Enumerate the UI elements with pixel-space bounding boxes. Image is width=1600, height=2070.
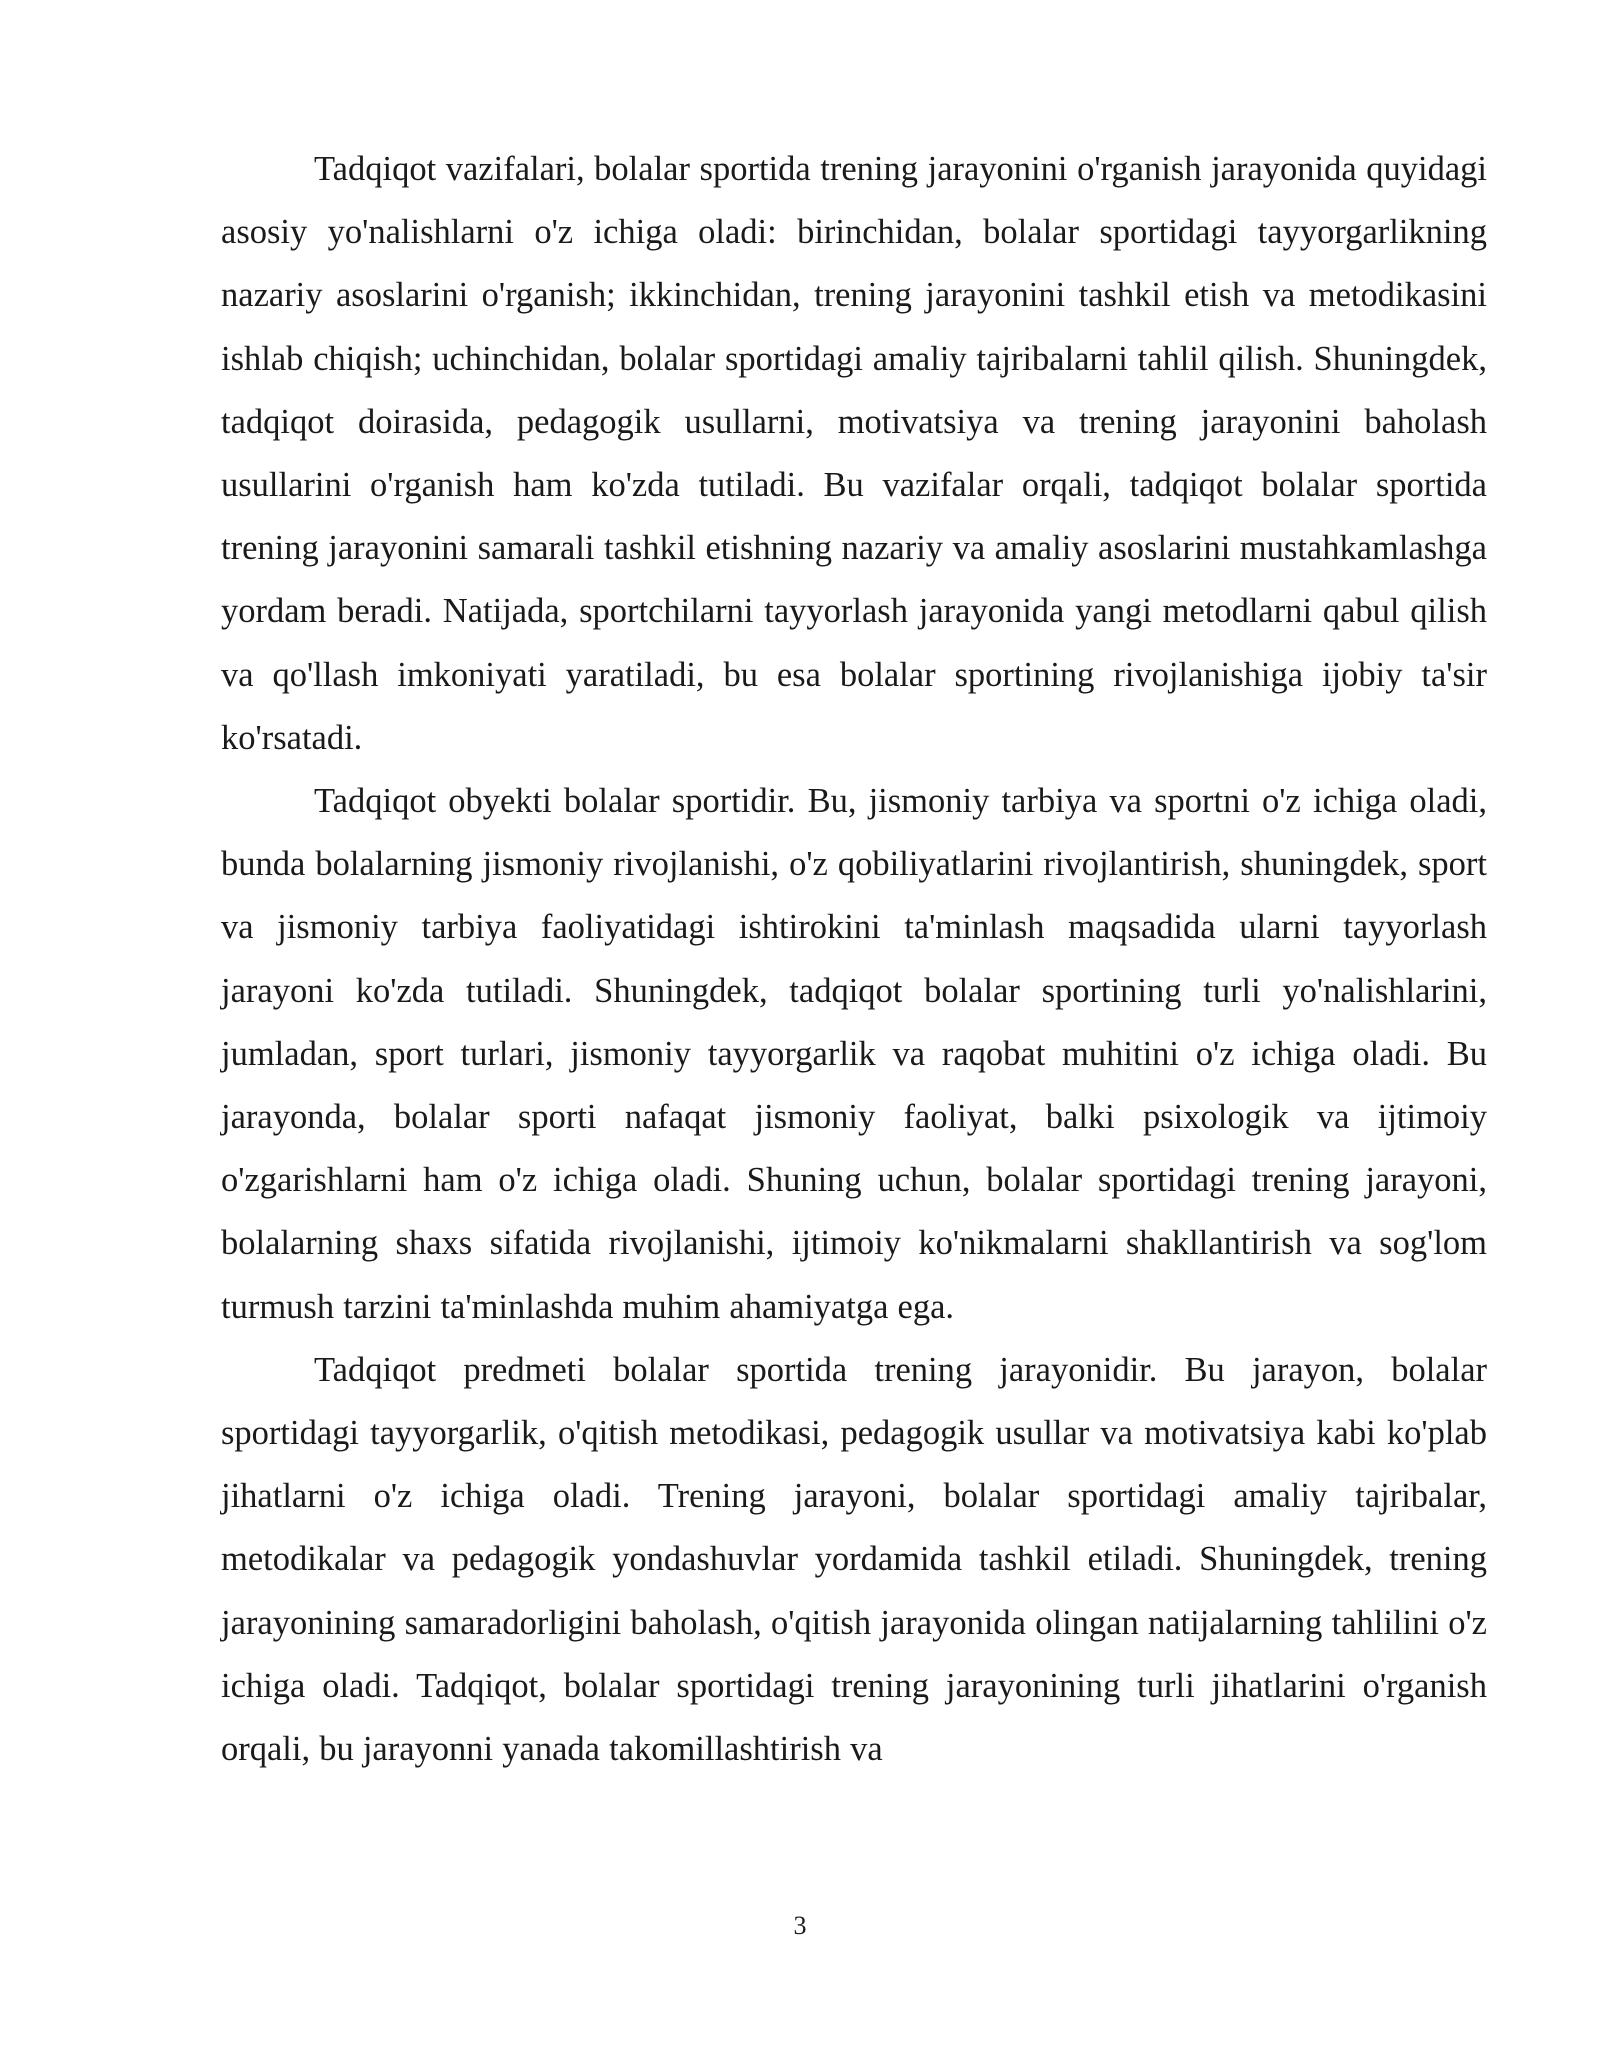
body-text (221, 138, 1487, 1781)
paragraph-research-subject: Tadqiqot predmeti bolalar sportida trening jarayonidir. Bu jarayon, bolalar sportidagi tayyorgarlik, o'qitish metodikasi, pedagogik usullar va motivatsiya kabi ko'plab jihatlarni o'z ichiga oladi. Trening jarayoni, bolalar sportidagi amaliy tajribalar, metodikalar va pedagogik yondashuvlar yordamida tashkil etiladi. Shuningdek, trening jarayonining samaradorligini baholash, o'qitish jarayonida olingan natijalarning tahlilini o'z ichiga oladi. Tadqiqot, bolalar sportidagi trening jarayonining turli jihatlarini o'rganish orqali, bu jarayonni yanada takomillashtirish va (221, 1350, 1487, 1769)
page-number: 3 (793, 1911, 807, 1940)
paragraph-research-object: Tadqiqot obyekti bolalar sportidir. Bu, jismoniy tarbiya va sportni o'z ichiga oladi, bunda bolalarning jismoniy rivojlanishi, o'z qobiliyatlarini rivojlantirish, shuningdek, sport va jismoniy tarbiya faoliyatidagi ishtirokini ta'minlash maqsadida ularni tayyorlash jarayoni ko'zda tutiladi. Shuningdek, tadqiqot bolalar sportining turli yo'nalishlarini, jumladan, sport turlari, jismoniy tayyorgarlik va raqobat muhitini o'z ichiga oladi. Bu jarayonda, bolalar sporti nafaqat jismoniy faoliyat, balki psixologik va ijtimoiy o'zgarishlarni ham o'z ichiga oladi. Shuning uchun, bolalar sportidagi trening jarayoni, bolalarning shaxs sifatida rivojlanishi, ijtimoiy ko'nikmalarni shakllantirish va sog'lom turmush tarzini ta'minlashda muhim ahamiyatga ega. (221, 782, 1487, 1326)
paragraph-research-tasks: Tadqiqot vazifalari, bolalar sportida trening jarayonini o'rganish jarayonida quyidagi asosiy yo'nalishlarni o'z ichiga oladi: birinchidan, bolalar sportidagi tayyorgarlikning nazariy asoslarini o'rganish; ikkinchidan, trening jarayonini tashkil etish va metodikasini ishlab chiqish; uchinchidan, bolalar sportidagi amaliy tajribalarni tahlil qilish. Shuningdek, tadqiqot doirasida, pedagogik usullarni, motivatsiya va trening jarayonini baholash usullarini o'rganish ham ko'zda tutiladi. Bu vazifalar orqali, tadqiqot bolalar sportida trening jarayonini samarali tashkil etishning nazariy va amaliy asoslarini mustahkamlashga yordam beradi. Natijada, sportchilarni tayyorlash jarayonida yangi metodlarni qabul qilish va qo'llash imkoniyati yaratiladi, bu esa bolalar sportining rivojlanishiga ijobiy ta'sir ko'rsatadi. (221, 150, 1487, 757)
